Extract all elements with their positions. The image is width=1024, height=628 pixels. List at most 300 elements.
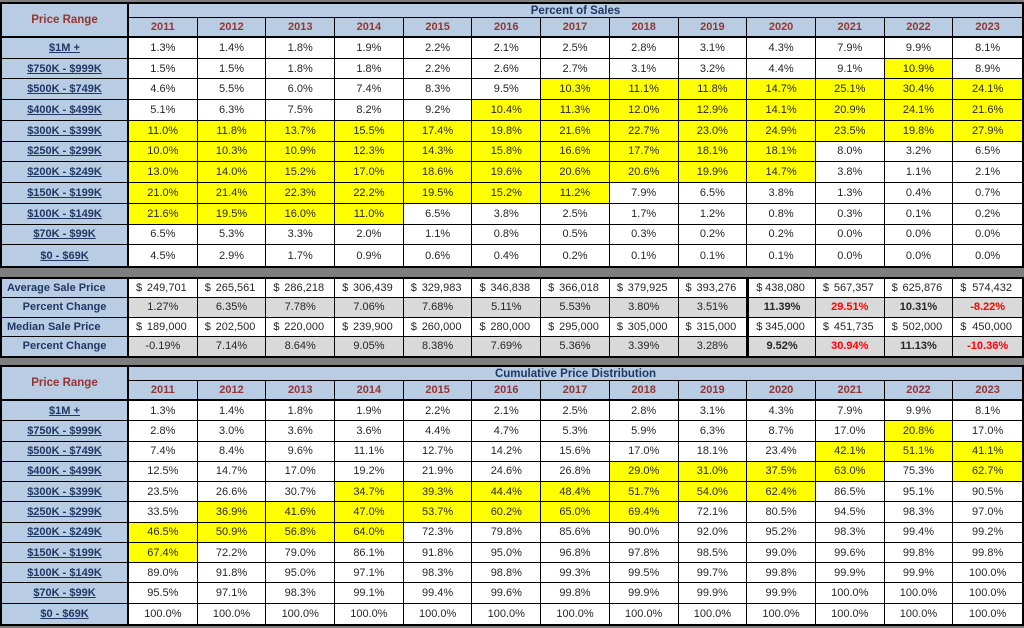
data-cell: 0.1% [679, 245, 748, 266]
currency-cell [404, 318, 473, 337]
year-header-2011: 2011 [129, 381, 198, 401]
data-cell: 15.5% [335, 121, 404, 142]
price-range-label: $1M + [2, 38, 129, 59]
dollar-sign: $ [479, 282, 486, 295]
dollar-sign: $ [685, 320, 692, 333]
price-range-label: $500K - $749K [2, 79, 129, 100]
data-cell: 99.9% [679, 583, 748, 603]
percent-change-cell: 9.05% [335, 337, 404, 356]
data-cell: 99.7% [679, 563, 748, 583]
data-cell: 95.5% [129, 583, 198, 603]
amount: 202,500 [215, 320, 256, 333]
summary-row-label: Average Sale Price [2, 279, 129, 298]
data-cell: 2.1% [953, 162, 1022, 183]
percent-change-cell: 10.31% [885, 298, 954, 317]
data-cell: 6.5% [129, 225, 198, 246]
data-cell: 18.1% [679, 142, 748, 163]
percent-change-cell: 5.36% [541, 337, 610, 356]
currency-cell [610, 318, 679, 337]
data-cell: 12.5% [129, 462, 198, 482]
amount: 265,561 [215, 282, 256, 295]
data-cell: 96.8% [541, 543, 610, 563]
price-range-label: $300K - $399K [2, 121, 129, 142]
data-cell: 1.5% [129, 59, 198, 80]
data-cell: 9.5% [472, 79, 541, 100]
data-cell: 10.9% [885, 59, 954, 80]
data-cell: 3.3% [266, 225, 335, 246]
year-header-2018: 2018 [610, 18, 679, 38]
data-cell: 6.5% [404, 204, 473, 225]
data-cell: 2.5% [541, 38, 610, 59]
data-cell: 79.0% [266, 543, 335, 563]
year-header-2014: 2014 [335, 18, 404, 38]
data-cell: 23.4% [747, 442, 816, 462]
data-cell: 80.5% [747, 502, 816, 522]
percent-change-cell: 5.53% [541, 298, 610, 317]
currency-cell [541, 318, 610, 337]
data-cell: 17.7% [610, 142, 679, 163]
data-cell: 99.4% [885, 523, 954, 543]
data-cell: 97.0% [953, 502, 1022, 522]
price-range-label: $250K - $299K [2, 142, 129, 163]
data-cell: 1.1% [885, 162, 954, 183]
data-cell: 17.0% [266, 462, 335, 482]
data-cell: 64.0% [335, 523, 404, 543]
data-cell: 0.3% [816, 204, 885, 225]
data-cell: 90.0% [610, 523, 679, 543]
currency-cell [266, 318, 335, 337]
price-range-label: $150K - $199K [2, 543, 129, 563]
currency-cell [747, 279, 816, 298]
currency-cell [129, 318, 198, 337]
dollar-sign: $ [685, 282, 692, 295]
data-cell: 2.1% [472, 401, 541, 421]
data-cell: 98.8% [472, 563, 541, 583]
data-cell: 8.7% [747, 421, 816, 441]
data-cell: 10.4% [472, 100, 541, 121]
data-cell: 86.5% [816, 482, 885, 502]
amount: 260,000 [421, 320, 462, 333]
data-cell: 12.7% [404, 442, 473, 462]
data-cell: 7.5% [266, 100, 335, 121]
year-header-2017: 2017 [541, 381, 610, 401]
data-cell: 20.6% [610, 162, 679, 183]
data-cell: 13.0% [129, 162, 198, 183]
data-cell: 100.0% [953, 604, 1022, 624]
data-cell: 100.0% [266, 604, 335, 624]
percent-change-cell: -0.19% [129, 337, 198, 356]
percent-change-cell: 11.39% [747, 298, 816, 317]
amount: 438,080 [765, 282, 805, 295]
percent-change-cell: 5.11% [472, 298, 541, 317]
data-cell: 21.0% [129, 183, 198, 204]
data-cell: 97.1% [335, 563, 404, 583]
data-cell: 0.8% [472, 225, 541, 246]
data-cell: 99.3% [541, 563, 610, 583]
currency-cell [953, 318, 1022, 337]
data-cell: 72.1% [679, 502, 748, 522]
dollar-sign: $ [479, 320, 486, 333]
sale-price-summary-section [0, 277, 1024, 358]
data-cell: 56.8% [266, 523, 335, 543]
price-range-label: $750K - $999K [2, 421, 129, 441]
data-cell: 1.2% [679, 204, 748, 225]
data-cell: 21.6% [541, 121, 610, 142]
data-cell: 15.2% [472, 183, 541, 204]
data-cell: 8.1% [953, 401, 1022, 421]
data-cell: 3.8% [472, 204, 541, 225]
data-cell: 14.7% [747, 162, 816, 183]
table-title: Cumulative Price Distribution [129, 367, 1022, 381]
data-cell: 9.6% [266, 442, 335, 462]
data-cell: 22.2% [335, 183, 404, 204]
data-cell: 11.0% [129, 121, 198, 142]
data-cell: 2.1% [472, 38, 541, 59]
data-cell: 100.0% [885, 604, 954, 624]
percent-change-cell: 9.52% [747, 337, 816, 356]
year-header-2021: 2021 [816, 18, 885, 38]
data-cell: 54.0% [679, 482, 748, 502]
data-cell: 17.0% [610, 442, 679, 462]
data-cell: 3.0% [198, 421, 267, 441]
price-range-label: $400K - $499K [2, 100, 129, 121]
dollar-sign: $ [273, 320, 280, 333]
data-cell: 2.8% [610, 38, 679, 59]
currency-cell [129, 279, 198, 298]
data-cell: 6.0% [266, 79, 335, 100]
data-cell: 67.4% [129, 543, 198, 563]
dollar-sign: $ [891, 282, 898, 295]
data-cell: 98.3% [266, 583, 335, 603]
dollar-sign: $ [548, 282, 555, 295]
data-cell: 85.6% [541, 523, 610, 543]
percent-change-cell: 3.51% [679, 298, 748, 317]
data-cell: 20.8% [885, 421, 954, 441]
data-cell: 0.7% [953, 183, 1022, 204]
data-cell: 98.3% [885, 502, 954, 522]
dollar-sign: $ [410, 282, 417, 295]
data-cell: 23.0% [679, 121, 748, 142]
data-cell: 11.8% [198, 121, 267, 142]
currency-cell [610, 279, 679, 298]
data-cell: 62.4% [747, 482, 816, 502]
data-cell: 72.2% [198, 543, 267, 563]
data-cell: 23.5% [129, 482, 198, 502]
data-cell: 0.6% [404, 245, 473, 266]
data-cell: 69.4% [610, 502, 679, 522]
data-cell: 42.1% [816, 442, 885, 462]
data-cell: 30.4% [885, 79, 954, 100]
data-cell: 91.8% [198, 563, 267, 583]
data-cell: 0.0% [816, 225, 885, 246]
year-header-2017: 2017 [541, 18, 610, 38]
data-cell: 0.0% [885, 225, 954, 246]
data-cell: 1.8% [266, 59, 335, 80]
data-cell: 0.1% [610, 245, 679, 266]
data-cell: 90.5% [953, 482, 1022, 502]
data-cell: 100.0% [129, 604, 198, 624]
data-cell: 1.3% [129, 401, 198, 421]
data-cell: 0.9% [335, 245, 404, 266]
dollar-sign: $ [136, 320, 143, 333]
amount: 567,357 [833, 282, 874, 295]
data-cell: 6.3% [679, 421, 748, 441]
data-cell: 100.0% [198, 604, 267, 624]
data-cell: 0.0% [816, 245, 885, 266]
data-cell: 19.2% [335, 462, 404, 482]
year-header-2013: 2013 [266, 18, 335, 38]
data-cell: 99.9% [610, 583, 679, 603]
data-cell: 100.0% [335, 604, 404, 624]
price-range-label: $400K - $499K [2, 462, 129, 482]
data-cell: 14.3% [404, 142, 473, 163]
data-cell: 99.9% [885, 563, 954, 583]
price-range-label: $100K - $149K [2, 204, 129, 225]
data-cell: 7.4% [129, 442, 198, 462]
data-cell: 99.8% [885, 543, 954, 563]
percent-change-cell: 8.38% [404, 337, 473, 356]
data-cell: 7.4% [335, 79, 404, 100]
data-cell: 16.6% [541, 142, 610, 163]
year-header-2018: 2018 [610, 381, 679, 401]
data-cell: 75.3% [885, 462, 954, 482]
price-range-label: $500K - $749K [2, 442, 129, 462]
percent-change-cell: 7.14% [198, 337, 267, 356]
data-cell: 17.0% [335, 162, 404, 183]
dollar-sign: $ [342, 282, 349, 295]
data-cell: 5.1% [129, 100, 198, 121]
data-cell: 99.9% [816, 563, 885, 583]
amount: 346,838 [490, 282, 531, 295]
data-cell: 22.3% [266, 183, 335, 204]
percent-change-cell: 7.78% [266, 298, 335, 317]
data-cell: 19.5% [404, 183, 473, 204]
price-range-label: $0 - $69K [2, 245, 129, 266]
data-cell: 3.1% [610, 59, 679, 80]
data-cell: 21.6% [953, 100, 1022, 121]
data-cell: 99.6% [472, 583, 541, 603]
year-header-2023: 2023 [953, 18, 1022, 38]
data-cell: 1.5% [198, 59, 267, 80]
dollar-sign: $ [342, 320, 349, 333]
data-cell: 44.4% [472, 482, 541, 502]
price-range-label: $750K - $999K [2, 59, 129, 80]
data-cell: 29.0% [610, 462, 679, 482]
data-cell: 19.8% [472, 121, 541, 142]
dollar-sign: $ [756, 282, 763, 295]
data-cell: 2.7% [541, 59, 610, 80]
data-cell: 1.8% [266, 38, 335, 59]
data-cell: 2.0% [335, 225, 404, 246]
dollar-sign: $ [960, 282, 967, 295]
data-cell: 100.0% [679, 604, 748, 624]
year-header-2013: 2013 [266, 381, 335, 401]
data-cell: 95.2% [747, 523, 816, 543]
amount: 220,000 [284, 320, 325, 333]
data-cell: 60.2% [472, 502, 541, 522]
data-cell: 3.2% [885, 142, 954, 163]
data-cell: 1.8% [266, 401, 335, 421]
data-cell: 99.1% [335, 583, 404, 603]
amount: 451,735 [833, 320, 874, 333]
data-cell: 79.8% [472, 523, 541, 543]
data-cell: 34.7% [335, 482, 404, 502]
dollar-sign: $ [891, 320, 898, 333]
amount: 189,000 [146, 320, 187, 333]
data-cell: 1.7% [266, 245, 335, 266]
data-cell: 3.6% [335, 421, 404, 441]
percent-change-cell: -8.22% [953, 298, 1022, 317]
price-range-label: $300K - $399K [2, 482, 129, 502]
cumulative-price-distribution-table [0, 365, 1024, 626]
amount: 295,000 [559, 320, 599, 333]
amount: 249,701 [146, 282, 187, 295]
data-cell: 11.2% [541, 183, 610, 204]
data-cell: 2.8% [129, 421, 198, 441]
data-cell: 14.2% [472, 442, 541, 462]
dollar-sign: $ [756, 320, 763, 333]
data-cell: 7.9% [610, 183, 679, 204]
data-cell: 31.0% [679, 462, 748, 482]
data-cell: 9.9% [885, 38, 954, 59]
data-cell: 4.3% [747, 401, 816, 421]
data-cell: 11.3% [541, 100, 610, 121]
data-cell: 47.0% [335, 502, 404, 522]
data-cell: 33.5% [129, 502, 198, 522]
data-cell: 5.3% [541, 421, 610, 441]
price-range-label: $250K - $299K [2, 502, 129, 522]
currency-cell [472, 318, 541, 337]
data-cell: 18.6% [404, 162, 473, 183]
data-cell: 99.4% [404, 583, 473, 603]
summary-row-label: Percent Change [2, 298, 129, 317]
data-cell: 99.2% [953, 523, 1022, 543]
percent-change-cell: 8.64% [266, 337, 335, 356]
data-cell: 8.1% [953, 38, 1022, 59]
data-cell: 24.9% [747, 121, 816, 142]
amount: 305,000 [627, 320, 668, 333]
percent-change-cell: 3.28% [679, 337, 748, 356]
data-cell: 99.0% [747, 543, 816, 563]
year-header-2012: 2012 [198, 18, 267, 38]
data-cell: 6.5% [953, 142, 1022, 163]
data-cell: 92.0% [679, 523, 748, 543]
data-cell: 12.9% [679, 100, 748, 121]
data-cell: 99.6% [816, 543, 885, 563]
data-cell: 99.8% [747, 563, 816, 583]
price-range-label: $200K - $249K [2, 162, 129, 183]
price-range-label: $0 - $69K [2, 604, 129, 624]
data-cell: 94.5% [816, 502, 885, 522]
year-header-2015: 2015 [404, 18, 473, 38]
data-cell: 100.0% [816, 583, 885, 603]
data-cell: 11.8% [679, 79, 748, 100]
percent-change-cell: 7.68% [404, 298, 473, 317]
amount: 239,900 [353, 320, 393, 333]
data-cell: 10.3% [198, 142, 267, 163]
percent-change-cell: 6.35% [198, 298, 267, 317]
data-cell: 14.0% [198, 162, 267, 183]
percent-change-cell: 29.51% [816, 298, 885, 317]
data-cell: 2.2% [404, 38, 473, 59]
percent-change-cell: -10.36% [953, 337, 1022, 356]
data-cell: 50.9% [198, 523, 267, 543]
dollar-sign: $ [960, 320, 967, 333]
amount: 574,432 [972, 282, 1012, 295]
data-cell: 16.0% [266, 204, 335, 225]
dollar-sign: $ [822, 320, 830, 333]
year-header-2019: 2019 [679, 381, 748, 401]
amount: 393,276 [696, 282, 737, 295]
year-header-2021: 2021 [816, 381, 885, 401]
percent-of-sales-table [0, 2, 1024, 268]
percent-change-cell: 11.13% [885, 337, 954, 356]
data-cell: 97.8% [610, 543, 679, 563]
data-cell: 65.0% [541, 502, 610, 522]
data-cell: 8.9% [953, 59, 1022, 80]
price-range-label: $70K - $99K [2, 583, 129, 603]
currency-cell [747, 318, 816, 337]
data-cell: 4.3% [747, 38, 816, 59]
data-cell: 10.9% [266, 142, 335, 163]
currency-cell [953, 279, 1022, 298]
data-cell: 0.2% [747, 225, 816, 246]
data-cell: 12.0% [610, 100, 679, 121]
data-cell: 4.6% [129, 79, 198, 100]
data-cell: 100.0% [885, 583, 954, 603]
data-cell: 63.0% [816, 462, 885, 482]
currency-cell [885, 279, 954, 298]
data-cell: 11.1% [610, 79, 679, 100]
data-cell: 62.7% [953, 462, 1022, 482]
data-cell: 14.7% [198, 462, 267, 482]
data-cell: 95.1% [885, 482, 954, 502]
data-cell: 17.0% [816, 421, 885, 441]
data-cell: 46.5% [129, 523, 198, 543]
currency-cell [816, 279, 885, 298]
data-cell: 1.3% [816, 183, 885, 204]
amount: 366,018 [559, 282, 599, 295]
data-cell: 7.9% [816, 38, 885, 59]
percent-change-cell: 3.80% [610, 298, 679, 317]
data-cell: 21.4% [198, 183, 267, 204]
data-cell: 26.6% [198, 482, 267, 502]
currency-cell [679, 318, 748, 337]
data-cell: 97.1% [198, 583, 267, 603]
data-cell: 8.4% [198, 442, 267, 462]
data-cell: 17.4% [404, 121, 473, 142]
data-cell: 1.4% [198, 38, 267, 59]
data-cell: 24.1% [885, 100, 954, 121]
currency-cell [472, 279, 541, 298]
data-cell: 72.3% [404, 523, 473, 543]
data-cell: 25.1% [816, 79, 885, 100]
data-cell: 99.8% [953, 543, 1022, 563]
currency-cell [679, 279, 748, 298]
data-cell: 41.6% [266, 502, 335, 522]
data-cell: 0.0% [885, 245, 954, 266]
dollar-sign: $ [616, 282, 623, 295]
data-cell: 51.7% [610, 482, 679, 502]
data-cell: 95.0% [472, 543, 541, 563]
dollar-sign: $ [548, 320, 555, 333]
data-cell: 0.1% [885, 204, 954, 225]
year-header-2011: 2011 [129, 18, 198, 38]
data-cell: 0.0% [953, 225, 1022, 246]
amount: 280,000 [490, 320, 531, 333]
year-header-2014: 2014 [335, 381, 404, 401]
data-cell: 4.4% [747, 59, 816, 80]
